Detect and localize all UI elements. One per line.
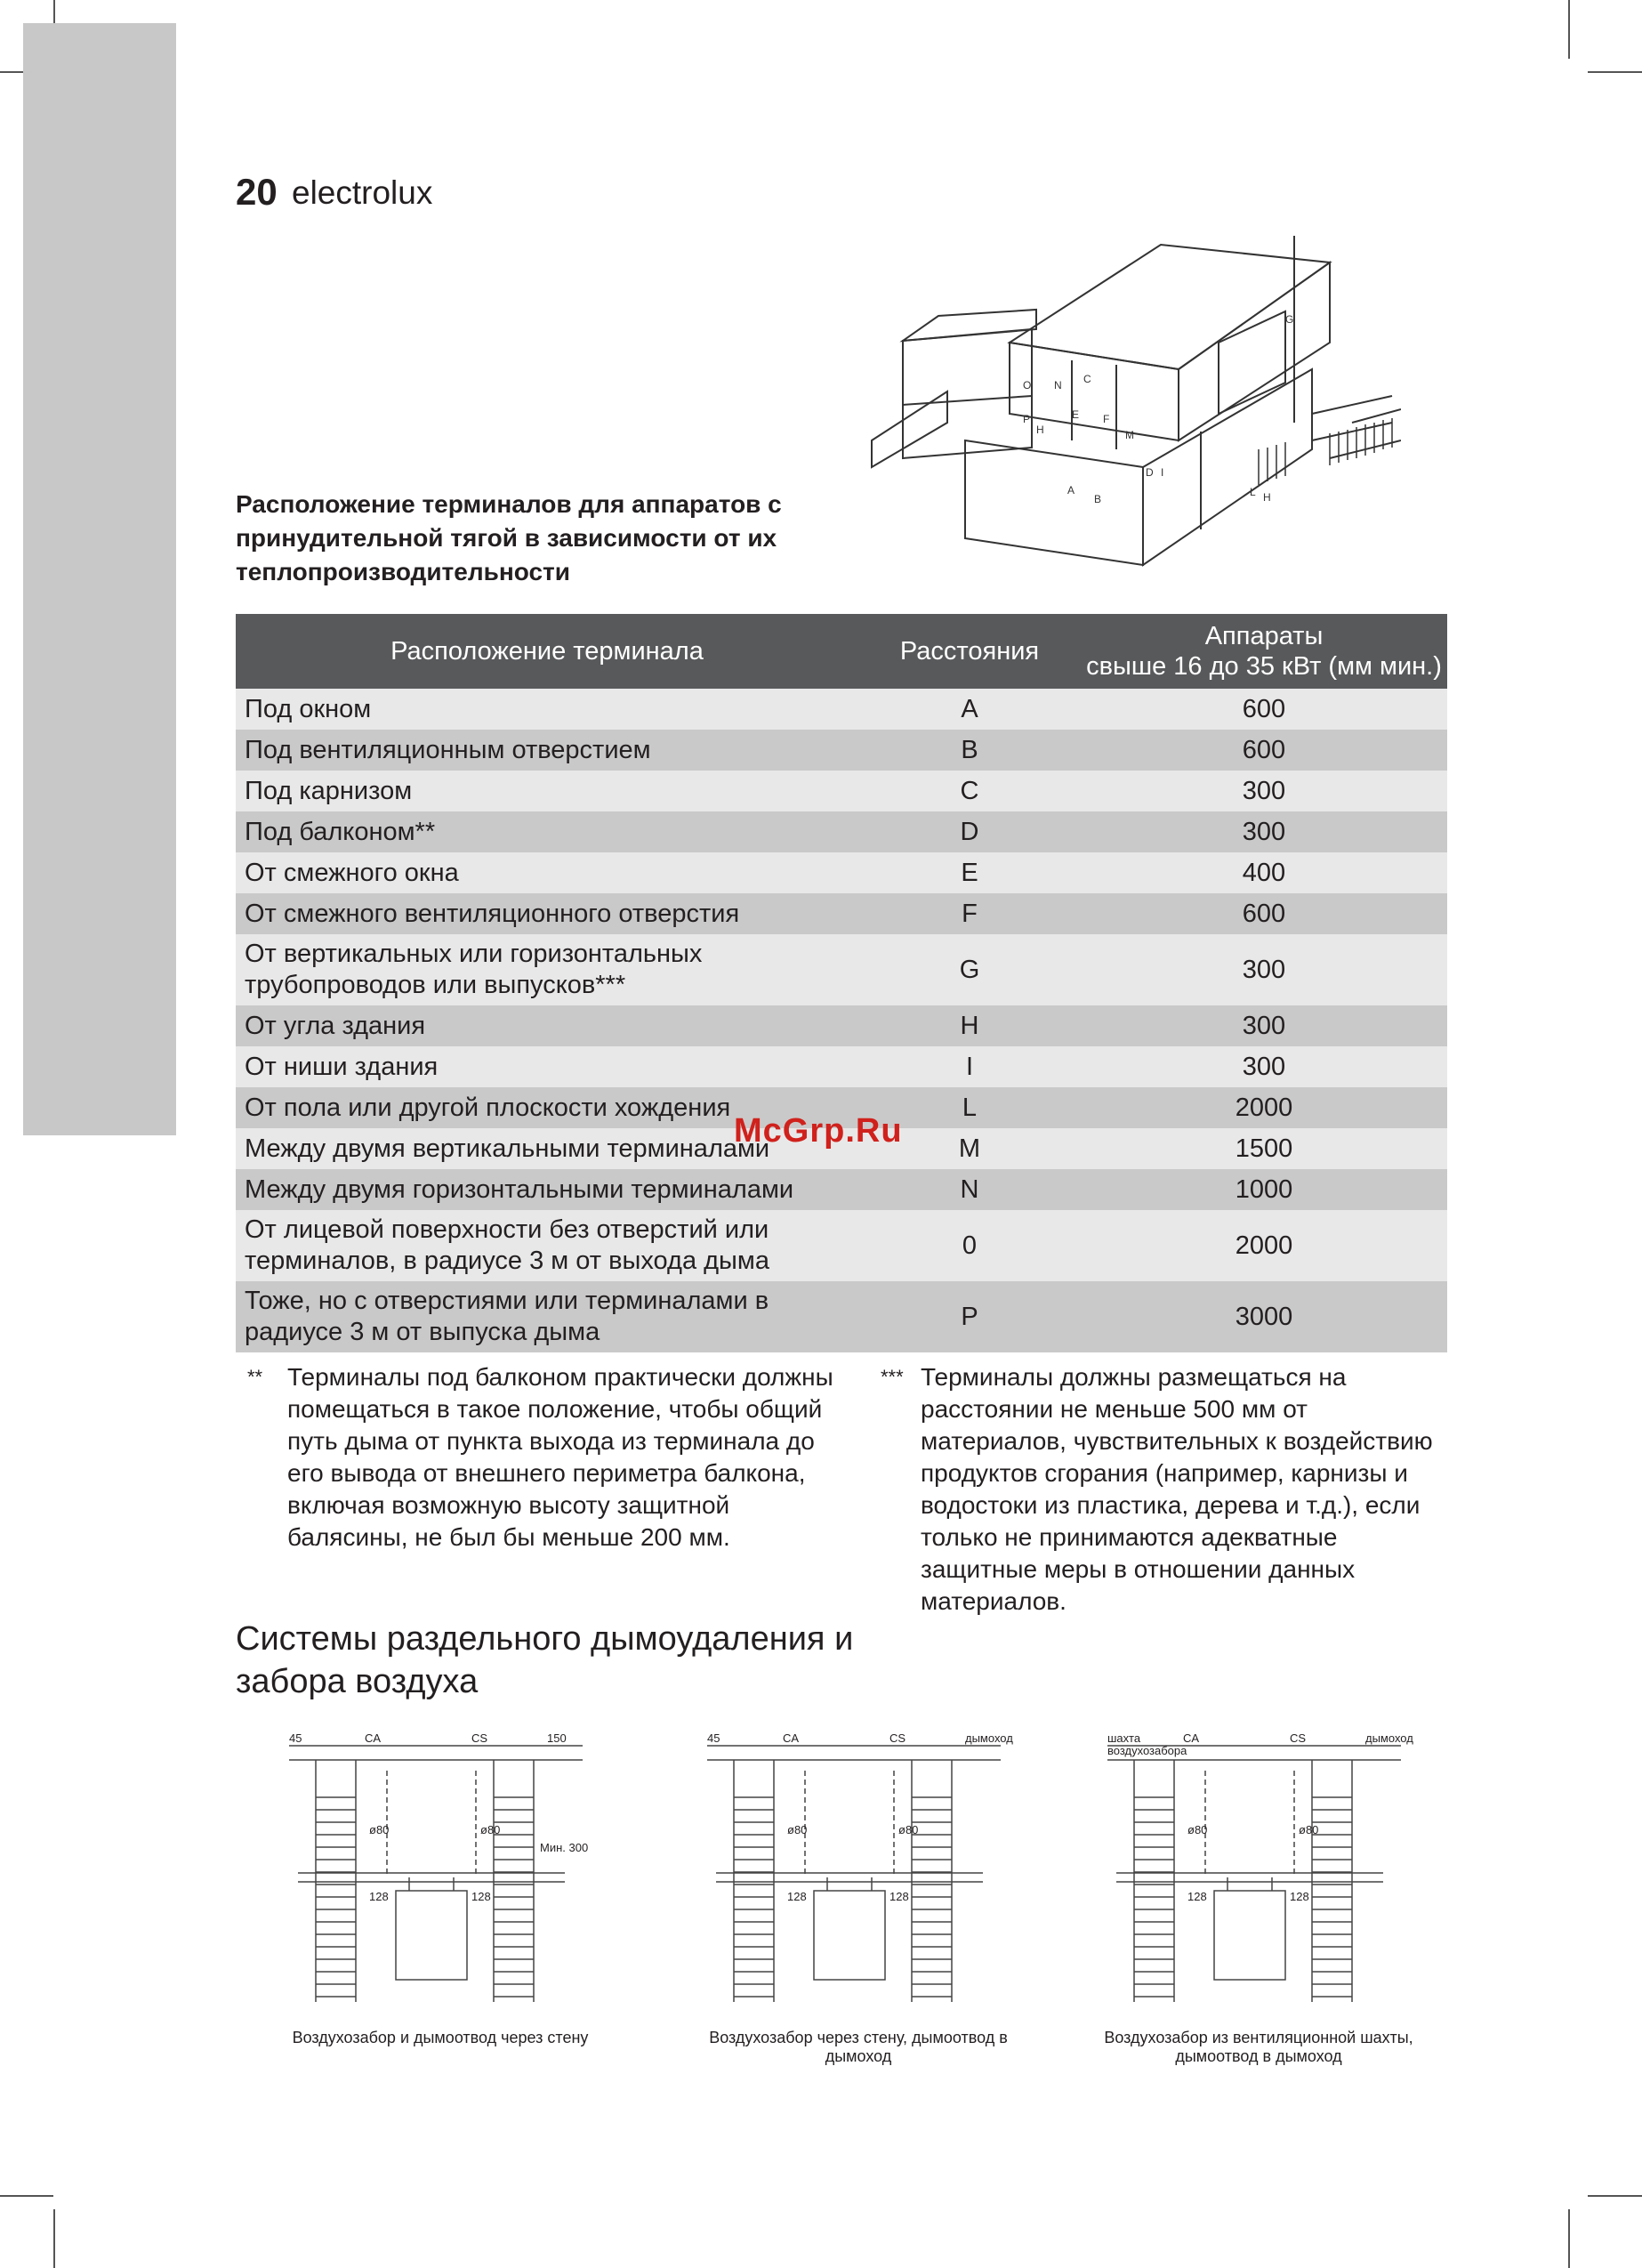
footnote-text: Терминалы должны размещаться на расстоянии не меньше 500 мм от материалов, чувствительных к воздействию продуктов сгорания (например, карнизы и водостоки из пластика, дерева и т.д.), если только не принимаются адекватные защитные меры в отношении данных материалов. [921, 1363, 1433, 1615]
cell-location: Под вентиляционным отверстием [236, 730, 858, 771]
cell-value: 400 [1081, 852, 1447, 893]
building-illustration [867, 236, 1401, 574]
diagram-label: 150 [547, 1731, 567, 1745]
cell-location: От ниши здания [236, 1046, 858, 1087]
cell-code: B [858, 730, 1081, 771]
diagram-label: ø80 [1187, 1823, 1208, 1836]
cell-location: Под балконом** [236, 811, 858, 852]
diagram-label: 128 [369, 1890, 389, 1903]
cell-code: C [858, 771, 1081, 811]
svg-text:C: C [1083, 373, 1091, 385]
diagram-label: CA [365, 1731, 382, 1745]
diagram-caption: Воздухозабор через стену, дымоотвод в дымоход [709, 2029, 1008, 2065]
cell-code: I [858, 1046, 1081, 1087]
cell-code: A [858, 689, 1081, 730]
flue-diagram [698, 1731, 1018, 2073]
diagram-label: ø80 [898, 1823, 919, 1836]
diagram-label: CS [471, 1731, 488, 1745]
column-header-devices: Аппараты свыше 16 до 35 кВт (мм мин.) [1081, 614, 1447, 689]
diagram-caption: Воздухозабор и дымоотвод через стену [292, 2029, 589, 2046]
svg-text:H: H [1036, 424, 1044, 436]
diagram-label: дымоход [965, 1731, 1013, 1745]
watermark-text: McGrp.Ru [734, 1112, 903, 1150]
cell-value: 3000 [1081, 1281, 1447, 1352]
cell-location: Под окном [236, 689, 858, 730]
footnote-mark: *** [881, 1366, 904, 1388]
cell-code: L [858, 1087, 1081, 1128]
cell-code: F [858, 893, 1081, 934]
cell-code: G [858, 934, 1081, 1005]
crop-mark [1588, 71, 1642, 73]
cell-code: H [858, 1005, 1081, 1046]
svg-text:H: H [1263, 491, 1271, 504]
diagram-label: CS [1290, 1731, 1307, 1745]
cell-location: От смежного вентиляционного отверстия [236, 893, 858, 934]
cell-value: 1000 [1081, 1169, 1447, 1210]
terminal-distance-table [236, 614, 1447, 1352]
cell-location: Под карнизом [236, 771, 858, 811]
cell-location: Между двумя горизонтальными терминалами [236, 1169, 858, 1210]
svg-text:O: O [1023, 379, 1032, 391]
table-row [236, 811, 1447, 852]
cell-value: 300 [1081, 771, 1447, 811]
crop-mark [1568, 0, 1570, 59]
diagram-label: 128 [787, 1890, 807, 1903]
cell-value: 600 [1081, 893, 1447, 934]
table-row [236, 1281, 1447, 1352]
footnote-materials [881, 1361, 1450, 1615]
diagram-label: дымоход [1365, 1731, 1413, 1745]
cell-code: D [858, 811, 1081, 852]
cell-code: P [858, 1281, 1081, 1352]
cell-location: От угла здания [236, 1005, 858, 1046]
table-row [236, 893, 1447, 934]
diagram-label: ø80 [1299, 1823, 1319, 1836]
diagram-label: 128 [1187, 1890, 1207, 1903]
cell-location: Между двумя вертикальными терминалами [236, 1128, 858, 1169]
svg-text:P: P [1023, 413, 1031, 425]
svg-text:F: F [1103, 413, 1110, 425]
cell-value: 300 [1081, 1046, 1447, 1087]
diagram-caption: Воздухозабор из вентиляционной шахты, дымоотвод в дымоход [1104, 2029, 1413, 2065]
cell-location: От смежного окна [236, 852, 858, 893]
table-row [236, 730, 1447, 771]
crop-mark [53, 2209, 55, 2268]
table-row [236, 852, 1447, 893]
cell-value: 600 [1081, 730, 1447, 771]
footnote-balcony [247, 1361, 852, 1575]
cell-value: 2000 [1081, 1210, 1447, 1281]
crop-mark [1568, 2209, 1570, 2268]
diagram-label: ø80 [480, 1823, 501, 1836]
cell-location: От лицевой поверхности без отверстий или терминалов, в радиусе 3 м от выхода дыма [236, 1210, 858, 1281]
svg-text:L: L [1250, 486, 1256, 498]
diagram-label: 45 [707, 1731, 720, 1745]
diagram-label: ø80 [369, 1823, 390, 1836]
diagram-label: 45 [289, 1731, 302, 1745]
svg-text:D: D [1146, 466, 1154, 479]
diagram-label: 128 [889, 1890, 909, 1903]
cell-code: E [858, 852, 1081, 893]
diagram-label: шахта воздухозабора [1107, 1731, 1187, 1757]
flue-diagram [280, 1731, 600, 2073]
column-header-location: Расположение терминала [236, 614, 858, 689]
svg-text:E: E [1072, 408, 1080, 421]
diagram-label: 128 [471, 1890, 491, 1903]
table-row [236, 689, 1447, 730]
footnote-text: Терминалы под балконом практически должны помещаться в такое положение, чтобы общий путь дыма от пункта выхода из терминала до его вывода от внешнего периметра балкона, включая возможную высоту защитной балясины, не был бы меньше 200 мм. [287, 1363, 833, 1551]
cell-code: M [858, 1128, 1081, 1169]
crop-mark [1588, 2195, 1642, 2197]
diagram-label: Мин. 300 [540, 1841, 589, 1854]
footnote-mark: ** [247, 1366, 263, 1388]
table-row [236, 771, 1447, 811]
diagram-label: ø80 [787, 1823, 808, 1836]
table-row [236, 1046, 1447, 1087]
cell-value: 1500 [1081, 1128, 1447, 1169]
svg-text:M: M [1125, 429, 1134, 441]
svg-text:A: A [1067, 484, 1075, 496]
cell-location: Тоже, но с отверстиями или терминалами в радиусе 3 м от выпуска дыма [236, 1281, 858, 1352]
diagram-label: CA [1183, 1731, 1200, 1745]
svg-text:N: N [1054, 379, 1062, 391]
table-row [236, 934, 1447, 1005]
cell-value: 600 [1081, 689, 1447, 730]
diagram-label: 128 [1290, 1890, 1309, 1903]
brand-name: electrolux [292, 174, 433, 211]
page-number: 20 [236, 171, 278, 213]
flue-diagram [1099, 1731, 1419, 2073]
crop-mark [0, 2195, 53, 2197]
cell-value: 300 [1081, 1005, 1447, 1046]
systems-title: Системы раздельного дымоудаления и забора воздуха [236, 1620, 854, 1700]
cell-value: 2000 [1081, 1087, 1447, 1128]
diagram-label: CS [889, 1731, 906, 1745]
cell-location: От вертикальных или горизонтальных трубопроводов или выпусков*** [236, 934, 858, 1005]
table-row [236, 1210, 1447, 1281]
side-color-bar [23, 23, 176, 1135]
table-row [236, 1169, 1447, 1210]
section-title: Расположение терминалов для аппаратов с принудительной тягой в зависимости от их теплопроизводительности [236, 490, 782, 585]
diagram-label: CA [783, 1731, 800, 1745]
cell-location: От пола или другой плоскости хождения [236, 1087, 858, 1128]
svg-text:I: I [1161, 466, 1164, 479]
cell-code: N [858, 1169, 1081, 1210]
cell-value: 300 [1081, 934, 1447, 1005]
svg-text:B: B [1094, 493, 1102, 505]
cell-value: 300 [1081, 811, 1447, 852]
svg-text:G: G [1285, 313, 1294, 326]
column-header-distance: Расстояния [858, 614, 1081, 689]
cell-code: 0 [858, 1210, 1081, 1281]
table-row [236, 1005, 1447, 1046]
